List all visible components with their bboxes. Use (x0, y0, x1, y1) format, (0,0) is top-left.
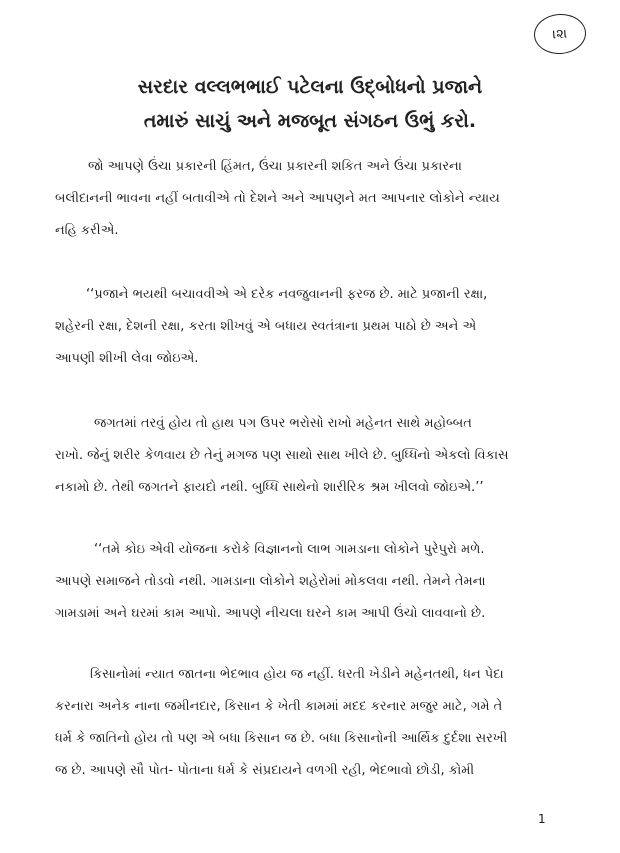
page-number: 1 (538, 812, 546, 826)
paragraph-line: કિસાનોમાં ન્યાત જાતના ભેદભાવ હોય જ નહીં. ધરતી ખેડીને મહેનતથી, ધન પેદા (90, 667, 504, 682)
paragraph-line: જગતમાં તરવું હોય તો હાથ પગ ઉપર ભરોસો રાખો મહેનત સાથે મહોબ્બત (94, 416, 472, 431)
paragraph-line: શહેરની રક્ષા, દેશની રક્ષા, કરતા શીખવું એ બધાય સ્વતંત્રાના પ્રથમ પાઠો છે અને એ (55, 319, 477, 334)
paragraph-line: જો આપણે ઉંચા પ્રકારની હિંમત, ઉંચા પ્રકારની શકિત અને ઉંચા પ્રકારના (88, 159, 462, 174)
paragraph-line: નકામો છે. તેથી જગતને ફાયદો નથી. બુધ્ધિ સાથેનો શારીરિક શ્રમ ખીલવો જોઇએ.’’ (55, 480, 484, 495)
paragraph-line: નહિ કરીએ. (55, 223, 119, 238)
page-marker-text: ।૨। (552, 26, 568, 42)
paragraph-line: ધર્મ કે જાતિનો હોય તો પણ એ બધા કિસાન જ છે. બધા કિસાનોની આર્થિક દુર્દશા સરખી (55, 731, 508, 746)
paragraph-line: રાખો. જેનું શરીર કેળવાય છે તેનું મગજ પણ સાથો સાથ ખીલે છે. બુધ્ધિનો એકલો વિકાસ (55, 448, 509, 463)
paragraph-line: કરનારા અનેક નાના જમીનદાર, કિસાન કે ખેતી કામમાં મદદ કરનાર મજુર માટે, ગમે તે (55, 699, 503, 714)
paragraph-line: આપણે સમાજને તોડવો નથી. ગામડાના લોકોને શહેરોમાં મોકલવા નથી. તેમને તેમના (55, 574, 486, 589)
page-marker-circle (533, 12, 588, 56)
paragraph-line: ‘‘તમે કોઇ એવી યોજના કરોકે વિજ્ઞાનનો લાભ ગામડાના લોકોને પુરેપુરો મળે. (94, 542, 485, 557)
paragraph-line: ગામડામાં અને ઘરમાં કામ આપો. આપણે નીચલા ઘરને કામ આપી ઉંચો લાવવાનો છે. (55, 606, 486, 621)
paragraph-line: આપણી શીખી લેવા જોઇએ. (55, 351, 199, 366)
title-line-2: તમારું સાચું અને મજબૂત સંગઠન ઉભું કરો. (143, 110, 477, 132)
paragraph-line: ‘‘પ્રજાને ભયથી બચાવવીએ એ દરેક નવજુવાનની ફરજ છે. માટે પ્રજાની રક્ષા, (86, 287, 488, 302)
title-line-1: સરદાર વલ્લભભાઈ પટેલના ઉદ્‌બોધનો પ્રજાને (137, 76, 483, 98)
paragraph-line: જ છે. આપણે સૌ પોત- પોતાના ધર્મ કે સંપ્રદાયને વળગી રહી, ભેદભાવો છોડી, કોમી (55, 763, 475, 778)
paragraph-line: બલીદાનની ભાવના નહીં બતાવીએ તો દેશને અને આપણને મત આપનાર લોકોને ન્યાય (55, 191, 500, 206)
